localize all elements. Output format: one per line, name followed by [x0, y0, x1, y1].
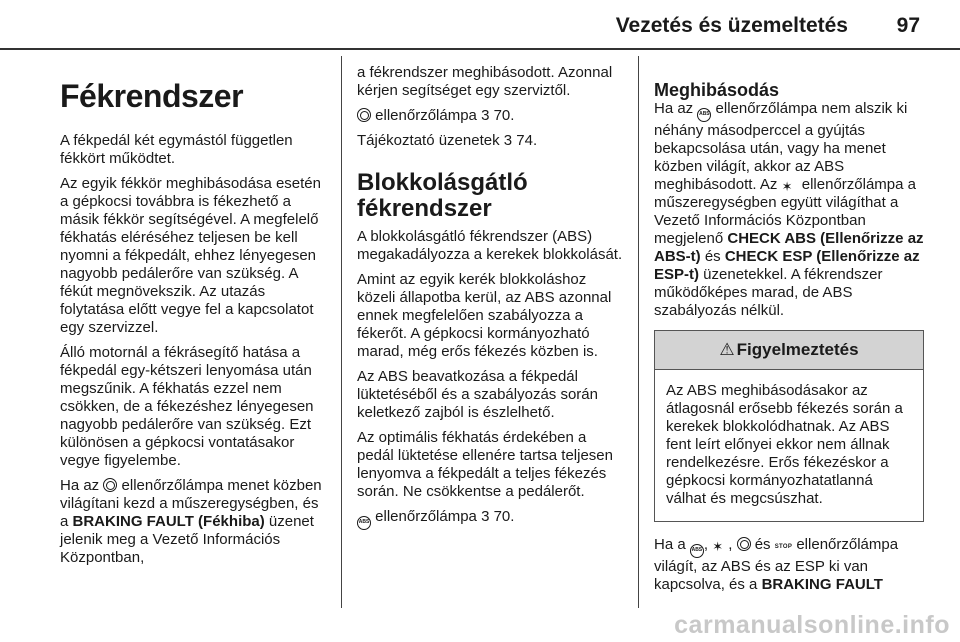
paragraph: Az ABS beavatkozása a fékpedál lüktetéséből és a szabályozás során keletkező zajból is észlelhető.	[357, 368, 598, 421]
section-heading-abs: Blokkolásgátló fékrendszer	[357, 169, 528, 222]
esp-icon: ✶	[781, 179, 793, 194]
cross-reference: ellenőrzőlámpa 3 70.	[357, 107, 623, 125]
cross-reference: Tájékoztató üzenetek 3 74.	[357, 132, 538, 149]
watermark: carmanualsonline.info	[674, 611, 950, 639]
paragraph: Az egyik fékkör meghibásodása esetén a gépkocsi továbbra is fékezhető a másik fékkör segítségével. A megfelelő fékhatás eléréséhez teljesen be kell nyomni a fékpedált, ehhez lényegesen nagyobb pedálerőre van szükség. A fékút megnövekszik. Az utazás folytatása előtt vegye fel a kapcsolatot egy szervizzel.	[60, 175, 321, 336]
section-heading-fault: Meghibásodás	[654, 80, 780, 100]
paragraph: A fékpedál két egymástól független fékkört működtet.	[60, 132, 293, 167]
page-number: 97	[896, 14, 920, 37]
warning-header: ⚠ Figyelmeztetés	[655, 331, 923, 370]
paragraph: Az optimális fékhatás érdekében a pedál lüktetése ellenére tartsa teljesen lenyomva a fékpedált a teljes fékezés során. Ne csökkentse a pedálerőt.	[357, 429, 613, 500]
brake-warning-icon	[103, 478, 117, 492]
page-ref-arrow-icon: 3	[503, 132, 513, 149]
cross-reference: ABS ellenőrzőlámpa 3 70.	[357, 508, 623, 530]
abs-icon: ABS	[690, 544, 704, 558]
paragraph: Amint az egyik kerék blokkoláshoz közeli állapotba kerül, az ABS azonnal ennek megfelelően szabályozza a fékerőt. A gépkocsi kormányozható marad, még erős fékezés közben is.	[357, 271, 612, 360]
paragraph: Álló motornál a fékrásegítő hatása a fékpedál egy-kétszeri lenyomása után megszűnik. A fékhatás ezzel nem csökken, de a fékezéshez lényegesen nagyobb pedálerőre van szükség. Ezt különösen a gépkocsi vontatásakor vegye figyelembe.	[60, 344, 314, 469]
warning-box	[654, 330, 924, 522]
paragraph: Ha a ABS , ✶ , és STOP ellenőrzőlámpa világít, az ABS és az ESP ki van kapcsolva, és a BRAKING FAULT	[654, 536, 899, 593]
esp-icon: ✶	[712, 539, 724, 554]
stop-icon: STOP	[774, 544, 793, 550]
column-divider	[341, 56, 342, 608]
page-header-title: Vezetés és üzemeltetés	[615, 14, 848, 37]
paragraph: Ha az ellenőrzőlámpa menet közben világítani kezd a műszeregységben, és a BRAKING FAULT (Fékhiba) üzenet jelenik meg a Vezető Információs Központban,	[60, 477, 322, 566]
abs-icon: ABS	[357, 516, 371, 530]
paragraph: a fékrendszer meghibásodott. Azonnal kérjen segítséget egy szerviztől.	[357, 64, 613, 99]
column-divider	[638, 56, 639, 608]
warning-text: Az ABS meghibásodásakor az átlagosnál erősebb fékezés során a kerekek blokkolódhatnak. Az ABS fent leírt előnyei ekkor nem állnak rendelkezésre. Erős fékezéskor a gépkocsi kormányozhatatlanná válhat és megcsúszhat.	[666, 382, 903, 507]
header-rule	[0, 48, 960, 50]
brake-warning-icon	[357, 108, 371, 122]
page-ref-arrow-icon: 3	[481, 508, 490, 525]
column-2	[357, 56, 623, 537]
column-1	[60, 56, 324, 574]
column-3	[654, 56, 924, 594]
paragraph: A blokkolásgátló fékrendszer (ABS) megakadályozza a kerekek blokkolását.	[357, 228, 623, 263]
page-ref-arrow-icon: 3	[481, 107, 490, 124]
paragraph: Ha az ABS ellenőrzőlámpa nem alszik ki néhány másodperccel a gyújtás bekapcsolása után, vagy ha menet közben világít, akkor az ABS meghibásodott. Az ✶ ellenőrzőlámpa a műszeregységben együtt világíthat a Vezető Információs Központban megjelenő CHECK ABS (Ellenőrizze az ABS-t) és CHECK ESP (Ellenőrizze az ESP-t) üzenetekkel. A fékrendszer működőképes marad, de ABS szabályozás nélkül.	[654, 100, 924, 319]
abs-icon: ABS	[697, 108, 711, 122]
brake-warning-icon	[737, 537, 751, 551]
warning-triangle-icon: ⚠	[719, 340, 735, 359]
section-heading-brakes: Fékrendszer	[60, 78, 244, 114]
